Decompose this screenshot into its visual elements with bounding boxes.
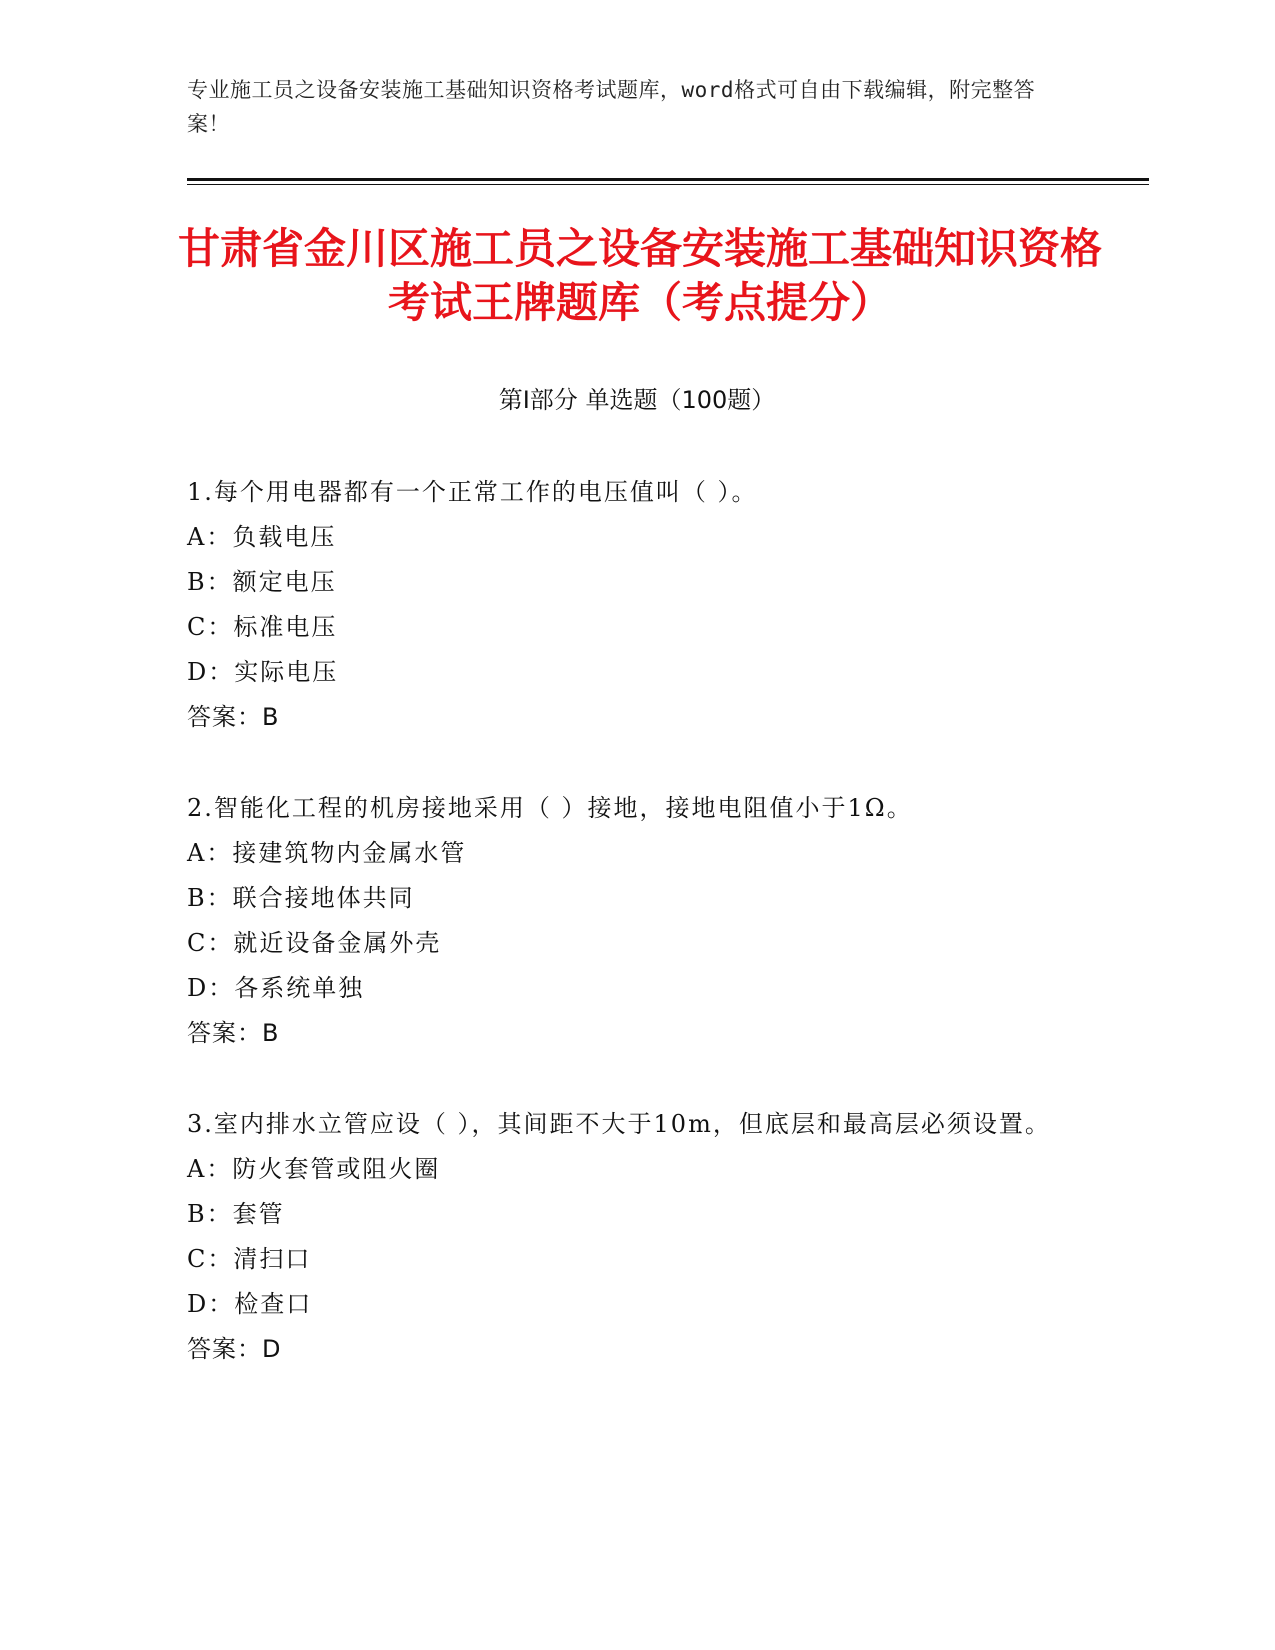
answer: 答案：D (187, 1335, 282, 1363)
question-1 (187, 470, 1087, 740)
question-stem: 3.室内排水立管应设（ ），其间距不大于10m，但底层和最高层必须设置。 (187, 1110, 1051, 1138)
document-title: 甘肃省金川区施工员之设备安装施工基础知识资格考试王牌题库（考点提分） (177, 224, 1102, 327)
header-note: 专业施工员之设备安装施工基础知识资格考试题库，word格式可自由下载编辑，附完整答案！ (187, 78, 1036, 136)
option-a: A：接建筑物内金属水管 (187, 839, 467, 867)
question-3 (187, 1102, 1087, 1372)
header-divider-thick (187, 178, 1149, 181)
section-title: 第Ⅰ部分 单选题（100题） (498, 386, 776, 414)
option-c: C：清扫口 (187, 1245, 312, 1273)
option-b: B：额定电压 (187, 568, 337, 596)
option-d: D：检查口 (187, 1290, 313, 1318)
option-b: B：联合接地体共同 (187, 884, 415, 912)
option-c: C：标准电压 (187, 613, 338, 641)
header-divider-thin (187, 184, 1149, 185)
option-c: C：就近设备金属外壳 (187, 929, 442, 957)
option-d: D：各系统单独 (187, 974, 365, 1002)
option-d: D：实际电压 (187, 658, 339, 686)
question-stem: 2.智能化工程的机房接地采用（ ）接地，接地电阻值小于1Ω。 (187, 794, 913, 822)
question-stem: 1.每个用电器都有一个正常工作的电压值叫（ ）。 (187, 478, 758, 506)
answer: 答案：B (187, 1019, 280, 1047)
option-b: B：套管 (187, 1200, 285, 1228)
option-a: A：负载电压 (187, 523, 337, 551)
answer: 答案：B (187, 703, 280, 731)
question-2 (187, 786, 1087, 1056)
option-a: A：防火套管或阻火圈 (187, 1155, 441, 1183)
